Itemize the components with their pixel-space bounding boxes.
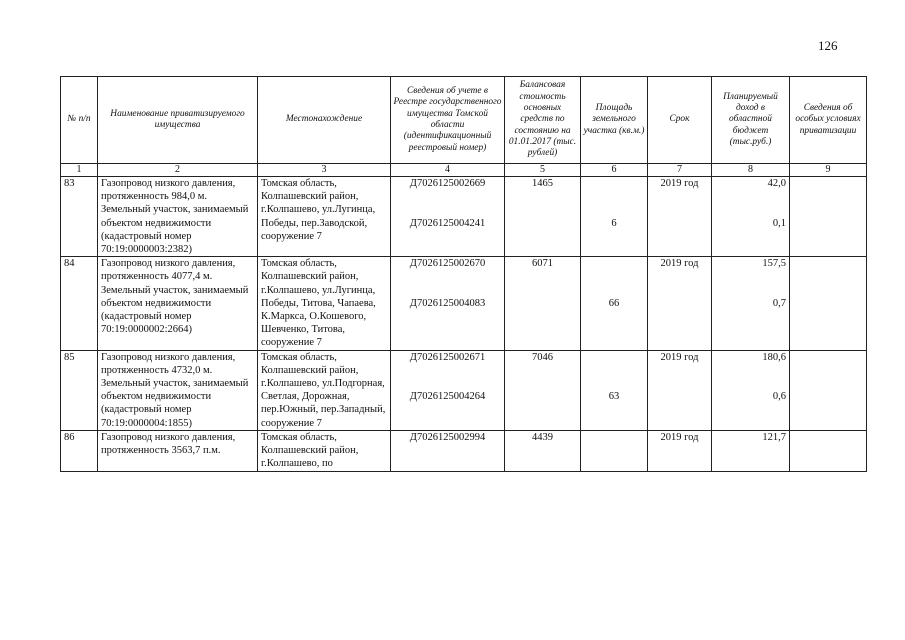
balance-value-cell: 4439 [505,430,581,471]
registry-id-pipeline: Д7026125002670 [409,258,486,270]
planned-income-cell [712,350,790,430]
row-number: 84 [61,257,98,350]
column-number: 6 [581,164,648,177]
row-number: 85 [61,350,98,430]
land-plot-description: Земельный участок, занимаемый объектом недвижимости (кадастровый номер 70:19:0000004:1855) [101,378,249,429]
registry-id-land: Д7026125004264 [409,391,486,403]
header-location: Местонахождение [258,77,391,164]
table-row [61,257,867,350]
income-pipeline: 180,6 [762,351,786,363]
pipeline-description: Газопровод низкого давления, протяженность 984,0 м. [101,178,236,203]
column-number: 3 [258,164,391,177]
land-area-cell [581,257,648,350]
special-conditions-cell [790,350,867,430]
balance-value-cell: 6071 [505,257,581,350]
planned-income-cell [712,177,790,257]
land-area-cell [581,350,648,430]
registry-id-land: Д7026125004241 [409,217,486,229]
registry-id-land: Д7026125004083 [409,297,486,309]
table-row [61,177,867,257]
income-pipeline: 121,7 [762,431,786,443]
term-cell: 2019 год [648,177,712,257]
property-name-cell [98,257,258,350]
header-registry-id: Сведения об учете в Реестре государственного имущества Томской области (идентификационный реестровый номер) [391,77,505,164]
header-planned-income: Планируемый доход в областной бюджет (тыс.руб.) [712,77,790,164]
balance-value-cell: 1465 [505,177,581,257]
row-number: 83 [61,177,98,257]
property-name-cell [98,430,258,471]
header-land-area: Площадь земельного участка (кв.м.) [581,77,648,164]
column-number: 7 [648,164,712,177]
registry-id-pipeline: Д7026125002994 [409,431,486,443]
planned-income-cell [712,430,790,471]
property-name-cell [98,177,258,257]
location-cell: Томская область, Колпашевский район, г.Колпашево, ул.Лугинца, Победы, Титова, Чапаева, К.Маркса, О.Кошевого, Шевченко, Титова, сооружение 7 [258,257,391,350]
header-special-conditions: Сведения об особых условиях приватизации [790,77,867,164]
location-cell: Томская область, Колпашевский район, г.Колпашево, по [258,430,391,471]
land-area-cell [581,177,648,257]
registry-id-cell [391,257,505,350]
privatization-register-table [60,76,867,472]
column-number: 1 [61,164,98,177]
column-number: 2 [98,164,258,177]
term-cell: 2019 год [648,430,712,471]
column-number: 8 [712,164,790,177]
header-property-name: Наименование приватизируемого имущества [98,77,258,164]
land-area-value: 63 [608,391,620,403]
pipeline-description: Газопровод низкого давления, протяженность 4077,4 м. [101,258,236,283]
income-land: 0,6 [772,391,786,403]
land-area-cell [581,430,648,471]
income-pipeline: 42,0 [767,178,786,189]
planned-income-cell [712,257,790,350]
column-number: 9 [790,164,867,177]
page-number: 126 [818,38,838,53]
land-area-value: 66 [608,297,620,309]
income-land: 0,1 [772,217,786,229]
pipeline-description: Газопровод низкого давления, протяженность 4732,0 м. [101,351,236,376]
land-plot-description: Земельный участок, занимаемый объектом недвижимости (кадастровый номер 70:19:0000003:2382) [101,204,249,256]
registry-id-pipeline: Д7026125002669 [409,178,486,189]
income-pipeline: 157,5 [762,258,786,270]
registry-id-pipeline: Д7026125002671 [409,351,486,363]
header-number: № п/п [61,77,98,164]
table-row [61,350,867,430]
registry-id-cell [391,177,505,257]
land-area-value: 6 [611,217,617,229]
row-number: 86 [61,430,98,471]
property-name-cell [98,350,258,430]
header-row [61,77,867,164]
header-balance-value: Балансовая стоимость основных средств по состоянию на 01.01.2017 (тыс. рублей) [505,77,581,164]
special-conditions-cell [790,257,867,350]
special-conditions-cell [790,430,867,471]
location-cell: Томская область, Колпашевский район, г.Колпашево, ул.Подгорная, Светлая, Дорожная, пер.Южный, пер.Западный, сооружение 7 [258,350,391,430]
table-row [61,430,867,471]
column-number: 4 [391,164,505,177]
registry-id-cell [391,350,505,430]
income-land: 0,7 [772,297,786,309]
location-cell: Томская область, Колпашевский район, г.Колпашево, ул.Лугинца, Победы, пер.Заводской, сооружение 7 [258,177,391,257]
balance-value-cell: 7046 [505,350,581,430]
special-conditions-cell [790,177,867,257]
column-number: 5 [505,164,581,177]
registry-id-cell [391,430,505,471]
land-plot-description: Земельный участок, занимаемый объектом недвижимости (кадастровый номер 70:19:0000002:2664) [101,284,249,336]
header-term: Срок [648,77,712,164]
term-cell: 2019 год [648,350,712,430]
pipeline-description: Газопровод низкого давления, протяженность 3563,7 п.м. [101,431,236,457]
term-cell: 2019 год [648,257,712,350]
column-number-row [61,164,867,177]
